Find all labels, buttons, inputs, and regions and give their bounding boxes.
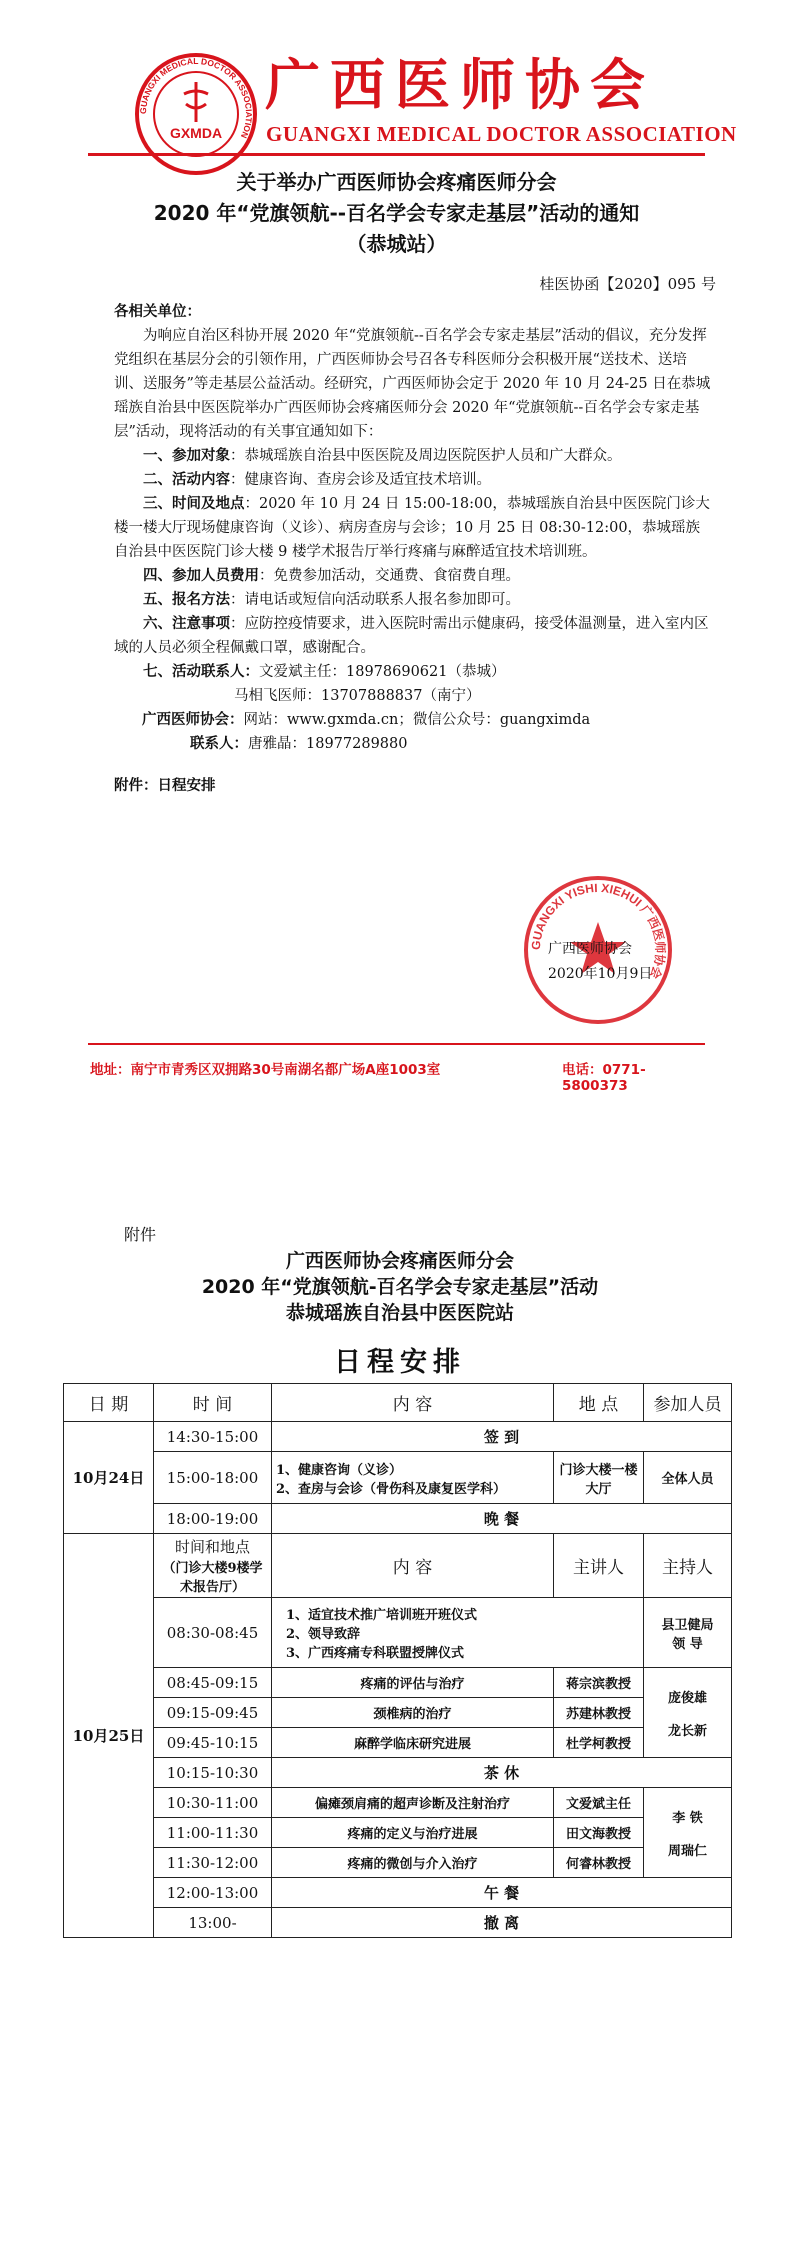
footer-address: 地址：南宁市青秀区双拥路30号南湖名都广场A座1003室 — [90, 1062, 441, 1078]
signature-org: 广西医师协会 — [548, 941, 632, 957]
logo-text: GXMDA — [169, 125, 223, 141]
org-name-chinese: 广西医师协会 — [265, 53, 656, 117]
table-row — [64, 1698, 732, 1728]
table-row — [64, 1728, 732, 1758]
contact-1: 文爱斌主任：18978690621（恭城） — [259, 664, 506, 680]
attachment-title-line-2: 2020 年“党旗领航-百名学会专家走基层”活动 — [201, 1276, 599, 1298]
header-time: 时 间 — [154, 1384, 272, 1422]
item-contacts — [114, 660, 714, 684]
item-label: 一、参加对象 — [143, 447, 230, 464]
time-cell: 08:30-08:45 — [154, 1598, 272, 1668]
item-content: 二、活动内容：健康咨询、查房会诊及适宜技术培训。 — [143, 471, 491, 488]
speaker-cell: 杜学柯教授 — [554, 1728, 644, 1758]
speaker-cell: 文爱斌主任 — [554, 1788, 644, 1818]
time-cell: 10:15-10:30 — [154, 1758, 272, 1788]
header-content: 内 容 — [272, 1384, 554, 1422]
item-label: 七、活动联系人： — [143, 663, 259, 680]
content-cell: 茶 休 — [272, 1758, 732, 1788]
notice-title-line-2: 2020 年“党旗领航--百名学会专家走基层”活动的通知 — [153, 201, 640, 225]
table-row — [64, 1758, 732, 1788]
date-cell: 10月25日 — [64, 1534, 154, 1938]
table-subheader-row — [64, 1534, 732, 1598]
attachment-note: 附件：日程安排 — [114, 777, 216, 794]
table-row — [64, 1452, 732, 1504]
liaison-info: 联系人：唐雅晶：18977289880 — [190, 735, 408, 752]
item-participants: 一、参加对象：恭城瑶族自治县中医医院及周边医院医护人员和广大群众。 — [143, 447, 622, 464]
footer-divider — [88, 1043, 705, 1045]
table-row — [64, 1504, 732, 1534]
intro-paragraph: 为响应自治区科协开展 2020 年“党旗领航--百名学会专家走基层”活动的倡议，充分发挥党组织在基层分会的引领作用，广西医师协会号召各专科医师分会积极开展“送技术、送培训、送服务”等走基层公益活动。经研究，广西医师协会定于 2020 年 10 月 24-25 日在恭城瑶族自治县中医医院举办广西医师协会疼痛医师分会 2020 年“党旗领航--百名学会专家走基层”活动，现将活动的有关事宜通知如下： — [114, 328, 711, 440]
content-cell: 签 到 — [272, 1422, 732, 1452]
item-label: 五、报名方法 — [143, 591, 230, 608]
time-cell: 11:00-11:30 — [154, 1818, 272, 1848]
speaker-cell: 何睿林教授 — [554, 1848, 644, 1878]
table-header-row — [64, 1384, 732, 1422]
content-cell: 1、适宜技术推广培训班开班仪式 2、领导致辞 3、广西疼痛专科联盟授牌仪式 — [272, 1598, 644, 1668]
content-cell: 1、健康咨询（义诊） 2、查房与会诊（骨伤科及康复医学科） — [272, 1452, 554, 1504]
attachment-label: 附件 — [124, 1225, 157, 1244]
footer — [90, 1058, 710, 1094]
time-cell: 12:00-13:00 — [154, 1878, 272, 1908]
time-cell: 09:45-10:15 — [154, 1728, 272, 1758]
item-label: 三、时间及地点 — [143, 495, 245, 512]
logo-ring-text: GUANGXI MEDICAL DOCTOR ASSOCIATION — [137, 55, 255, 140]
item-label: 二、活动内容 — [143, 471, 230, 488]
place-cell: 门诊大楼一楼大厅 — [554, 1452, 644, 1504]
content-cell: 疼痛的评估与治疗 — [272, 1668, 554, 1698]
table-row — [64, 1848, 732, 1878]
speaker-header: 主讲人 — [554, 1534, 644, 1598]
attachment-title-line-3: 恭城瑶族自治县中医医院站 — [285, 1302, 514, 1324]
table-row — [64, 1878, 732, 1908]
content-cell: 晚 餐 — [272, 1504, 732, 1534]
time-cell: 10:30-11:00 — [154, 1788, 272, 1818]
footer-phone: 电话：0771-5800373 — [562, 1062, 646, 1094]
item-label: 六、注意事项 — [143, 615, 230, 632]
header-place: 地 点 — [554, 1384, 644, 1422]
contact-2: 马相飞医师：13707888837（南宁） — [234, 688, 481, 704]
salutation: 各相关单位： — [114, 303, 201, 320]
notice-title-line-3: （恭城站） — [346, 232, 447, 256]
time-cell: 09:15-09:45 — [154, 1698, 272, 1728]
table-row — [64, 1668, 732, 1698]
notice-title-line-1: 关于举办广西医师协会疼痛医师分会 — [236, 170, 557, 194]
header-attendees: 参加人员 — [644, 1384, 732, 1422]
association-info: 广西医师协会：网站：www.gxmda.cn；微信公众号：guangximda — [142, 711, 591, 728]
date-cell: 10月24日 — [64, 1422, 154, 1534]
item-label: 四、参加人员费用 — [143, 567, 259, 584]
table-row — [64, 1908, 732, 1938]
header-date: 日 期 — [64, 1384, 154, 1422]
content-cell: 午 餐 — [272, 1878, 732, 1908]
item-time-place: 三、时间及地点：2020 年 10 月 24 日 15:00-18:00，恭城瑶族自治县中医医院门诊大楼一楼大厅现场健康咨询（义诊）、病房查房与会诊；10 月 25 日 08:30-12:00，恭城瑶族自治县中医医院门诊大楼 9 楼学术报告厅举行疼痛与麻醉适宜技术培训班。 — [114, 495, 710, 560]
time-cell: 08:45-09:15 — [154, 1668, 272, 1698]
host-cell: 庞俊雄 龙长新 — [644, 1668, 732, 1758]
table-row — [64, 1788, 732, 1818]
table-row — [64, 1598, 732, 1668]
item-notes: 六、注意事项：应防控疫情要求，进入医院时需出示健康码，接受体温测量，进入室内区域的人员必须全程佩戴口罩，感谢配合。 — [114, 615, 709, 656]
table-row — [64, 1818, 732, 1848]
host-cell: 李 铁 周瑞仁 — [644, 1788, 732, 1878]
schedule-title: 日程安排 — [334, 1347, 466, 1378]
schedule-table — [63, 1383, 732, 1938]
speaker-cell: 苏建林教授 — [554, 1698, 644, 1728]
association-logo — [134, 52, 258, 176]
time-cell: 18:00-19:00 — [154, 1504, 272, 1534]
time-place-cell: 时间和地点 （门诊大楼9楼学术报告厅） — [154, 1534, 272, 1598]
org-name-english: GUANGXI MEDICAL DOCTOR ASSOCIATION — [266, 122, 737, 146]
content-cell: 疼痛的微创与介入治疗 — [272, 1848, 554, 1878]
host-header: 主持人 — [644, 1534, 732, 1598]
time-cell: 14:30-15:00 — [154, 1422, 272, 1452]
speaker-cell: 蒋宗滨教授 — [554, 1668, 644, 1698]
host-cell: 县卫健局 领 导 — [644, 1598, 732, 1668]
speaker-cell: 田文海教授 — [554, 1818, 644, 1848]
attachment-title-line-1: 广西医师协会疼痛医师分会 — [285, 1250, 514, 1272]
content-cell: 偏瘫颈肩痛的超声诊断及注射治疗 — [272, 1788, 554, 1818]
attendees-cell: 全体人员 — [644, 1452, 732, 1504]
content-header: 内 容 — [272, 1534, 554, 1598]
content-cell: 麻醉学临床研究进展 — [272, 1728, 554, 1758]
notice-body — [114, 300, 714, 798]
seal-ring-text: GUANGXI YISHI XIEHUI 广西医师协会 — [528, 880, 668, 981]
content-cell: 颈椎病的治疗 — [272, 1698, 554, 1728]
document-number: 桂医协函【2020】095 号 — [539, 275, 716, 293]
signature-date: 2020年10月9日 — [548, 966, 653, 982]
table-row — [64, 1422, 732, 1452]
header-divider — [88, 153, 705, 156]
time-cell: 13:00- — [154, 1908, 272, 1938]
time-cell: 15:00-18:00 — [154, 1452, 272, 1504]
item-registration: 五、报名方法：请电话或短信向活动联系人报名参加即可。 — [143, 591, 520, 608]
time-cell: 11:30-12:00 — [154, 1848, 272, 1878]
content-cell: 撤 离 — [272, 1908, 732, 1938]
content-cell: 疼痛的定义与治疗进展 — [272, 1818, 554, 1848]
item-fees: 四、参加人员费用：免费参加活动，交通费、食宿费自理。 — [143, 567, 520, 584]
